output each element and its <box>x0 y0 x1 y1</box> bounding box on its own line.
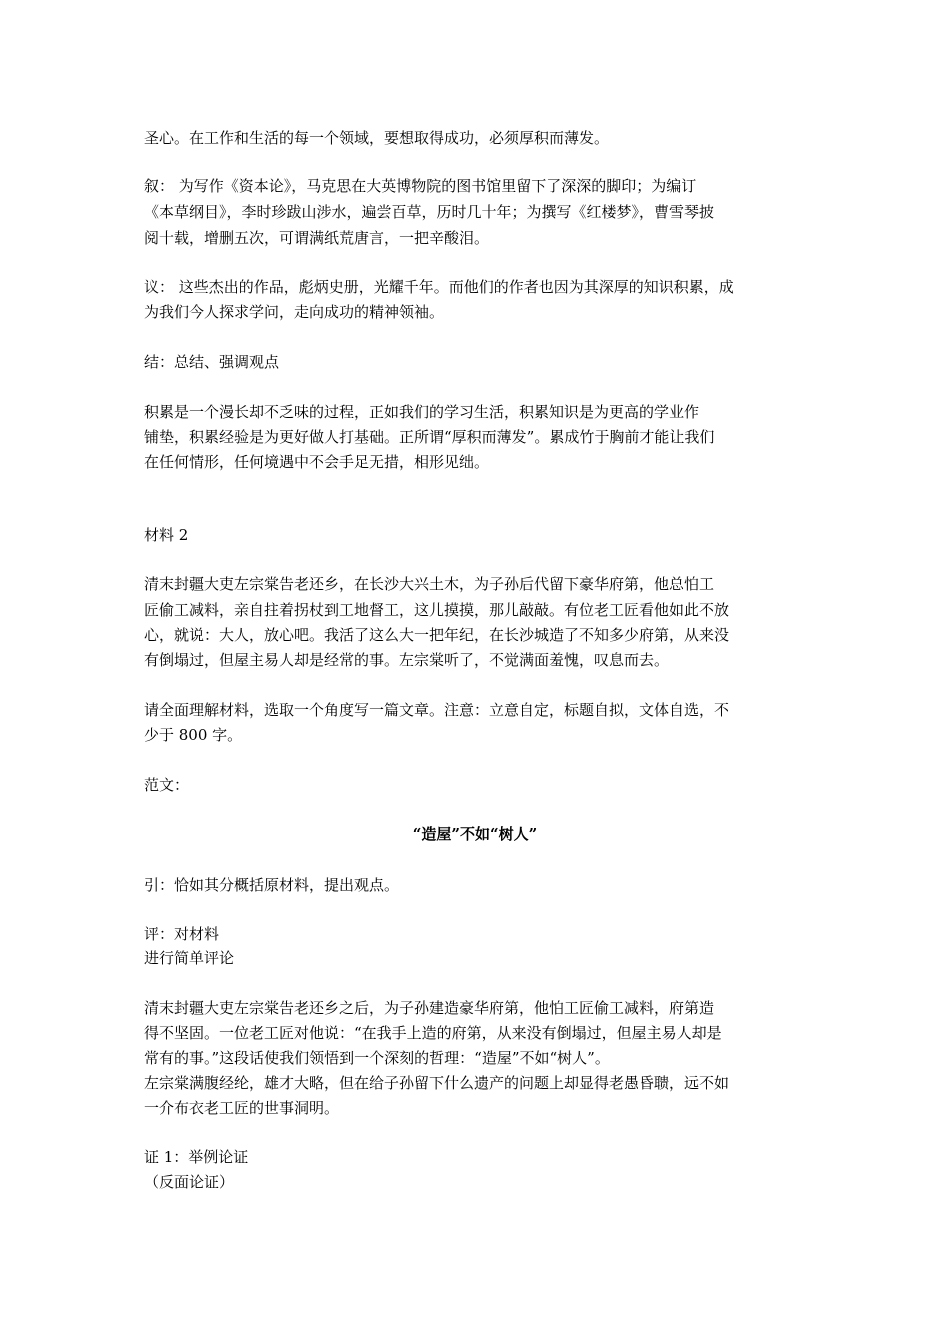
text-line: 阅十载，增删五次，可谓满纸荒唐言，一把辛酸泪。 <box>144 229 490 247</box>
text-line: 清末封疆大吏左宗棠告老还乡，在长沙大兴土木，为子孙后代留下豪华府第，他总怕工 <box>144 575 715 593</box>
text-line: 铺垫，积累经验是为更好做人打基础。正所谓“厚积而薄发”。累成竹于胸前才能让我们 <box>144 428 715 446</box>
text-line: 圣心。在工作和生活的每一个领域，要想取得成功，必须厚积而薄发。 <box>144 129 610 147</box>
text-line: 常有的事。”这段话使我们领悟到一个深刻的哲理：“造屋”不如“树人”。 <box>144 1049 610 1067</box>
text-line: 一介布衣老工匠的世事洞明。 <box>144 1099 340 1117</box>
text-line: 匠偷工减料，亲自拄着拐杖到工地督工，这儿摸摸，那儿敲敲。有位老工匠看他如此不放 <box>144 601 730 619</box>
text-line: 议： 这些杰出的作品，彪炳史册，光耀千年。而他们的作者也因为其深厚的知识积累，成 <box>144 278 734 296</box>
text-line: （反面论证） <box>144 1173 235 1191</box>
text-line: 《本草纲目》，李时珍跋山涉水，遍尝百草，历时几十年；为撰写《红楼梦》，曹雪琴披 <box>144 203 715 221</box>
text-line: 在任何情形，任何境遇中不会手足无措，相形见绌。 <box>144 453 490 471</box>
text-line: 积累是一个漫长却不乏味的过程，正如我们的学习生活，积累知识是为更高的学业作 <box>144 403 700 421</box>
text-line: 叙： 为写作《资本论》，马克思在大英博物院的图书馆里留下了深深的脚印；为编订 <box>144 177 697 195</box>
text-line: 为我们今人探求学问，走向成功的精神领袖。 <box>144 303 445 321</box>
text-line: 有倒塌过，但屋主易人却是经常的事。左宗棠听了，不觉满面羞愧，叹息而去。 <box>144 651 670 669</box>
text-line: 结：总结、强调观点 <box>144 353 280 371</box>
text-line: 评：对材料 <box>144 925 220 943</box>
text-line: 得不坚固。一位老工匠对他说：“在我手上造的府第，从来没有倒塌过，但屋主易人却是 <box>144 1024 722 1042</box>
text-line: 范文： <box>144 776 190 794</box>
text-line: 少于 800 字。 <box>144 726 243 744</box>
text-line: 左宗棠满腹经纶，雄才大略，但在给子孙留下什么遗产的问题上却显得老愚昏聩，远不如 <box>144 1074 730 1092</box>
text-line: 心，就说：大人，放心吧。我活了这么大一把年纪，在长沙城造了不知多少府第，从来没 <box>144 626 730 644</box>
text-line: 引：恰如其分概括原材料，提出观点。 <box>144 876 400 894</box>
text-line: 清末封疆大吏左宗棠告老还乡之后，为子孙建造豪华府第，他怕工匠偷工减料，府第造 <box>144 999 715 1017</box>
essay-title: “造屋”不如“树人” <box>412 825 538 843</box>
text-line: 进行简单评论 <box>144 949 235 967</box>
text-line: 请全面理解材料，选取一个角度写一篇文章。注意：立意自定，标题自拟，文体自选，不 <box>144 701 730 719</box>
section-heading: 材料 2 <box>144 526 189 544</box>
text-line: 证 1：举例论证 <box>144 1148 249 1166</box>
